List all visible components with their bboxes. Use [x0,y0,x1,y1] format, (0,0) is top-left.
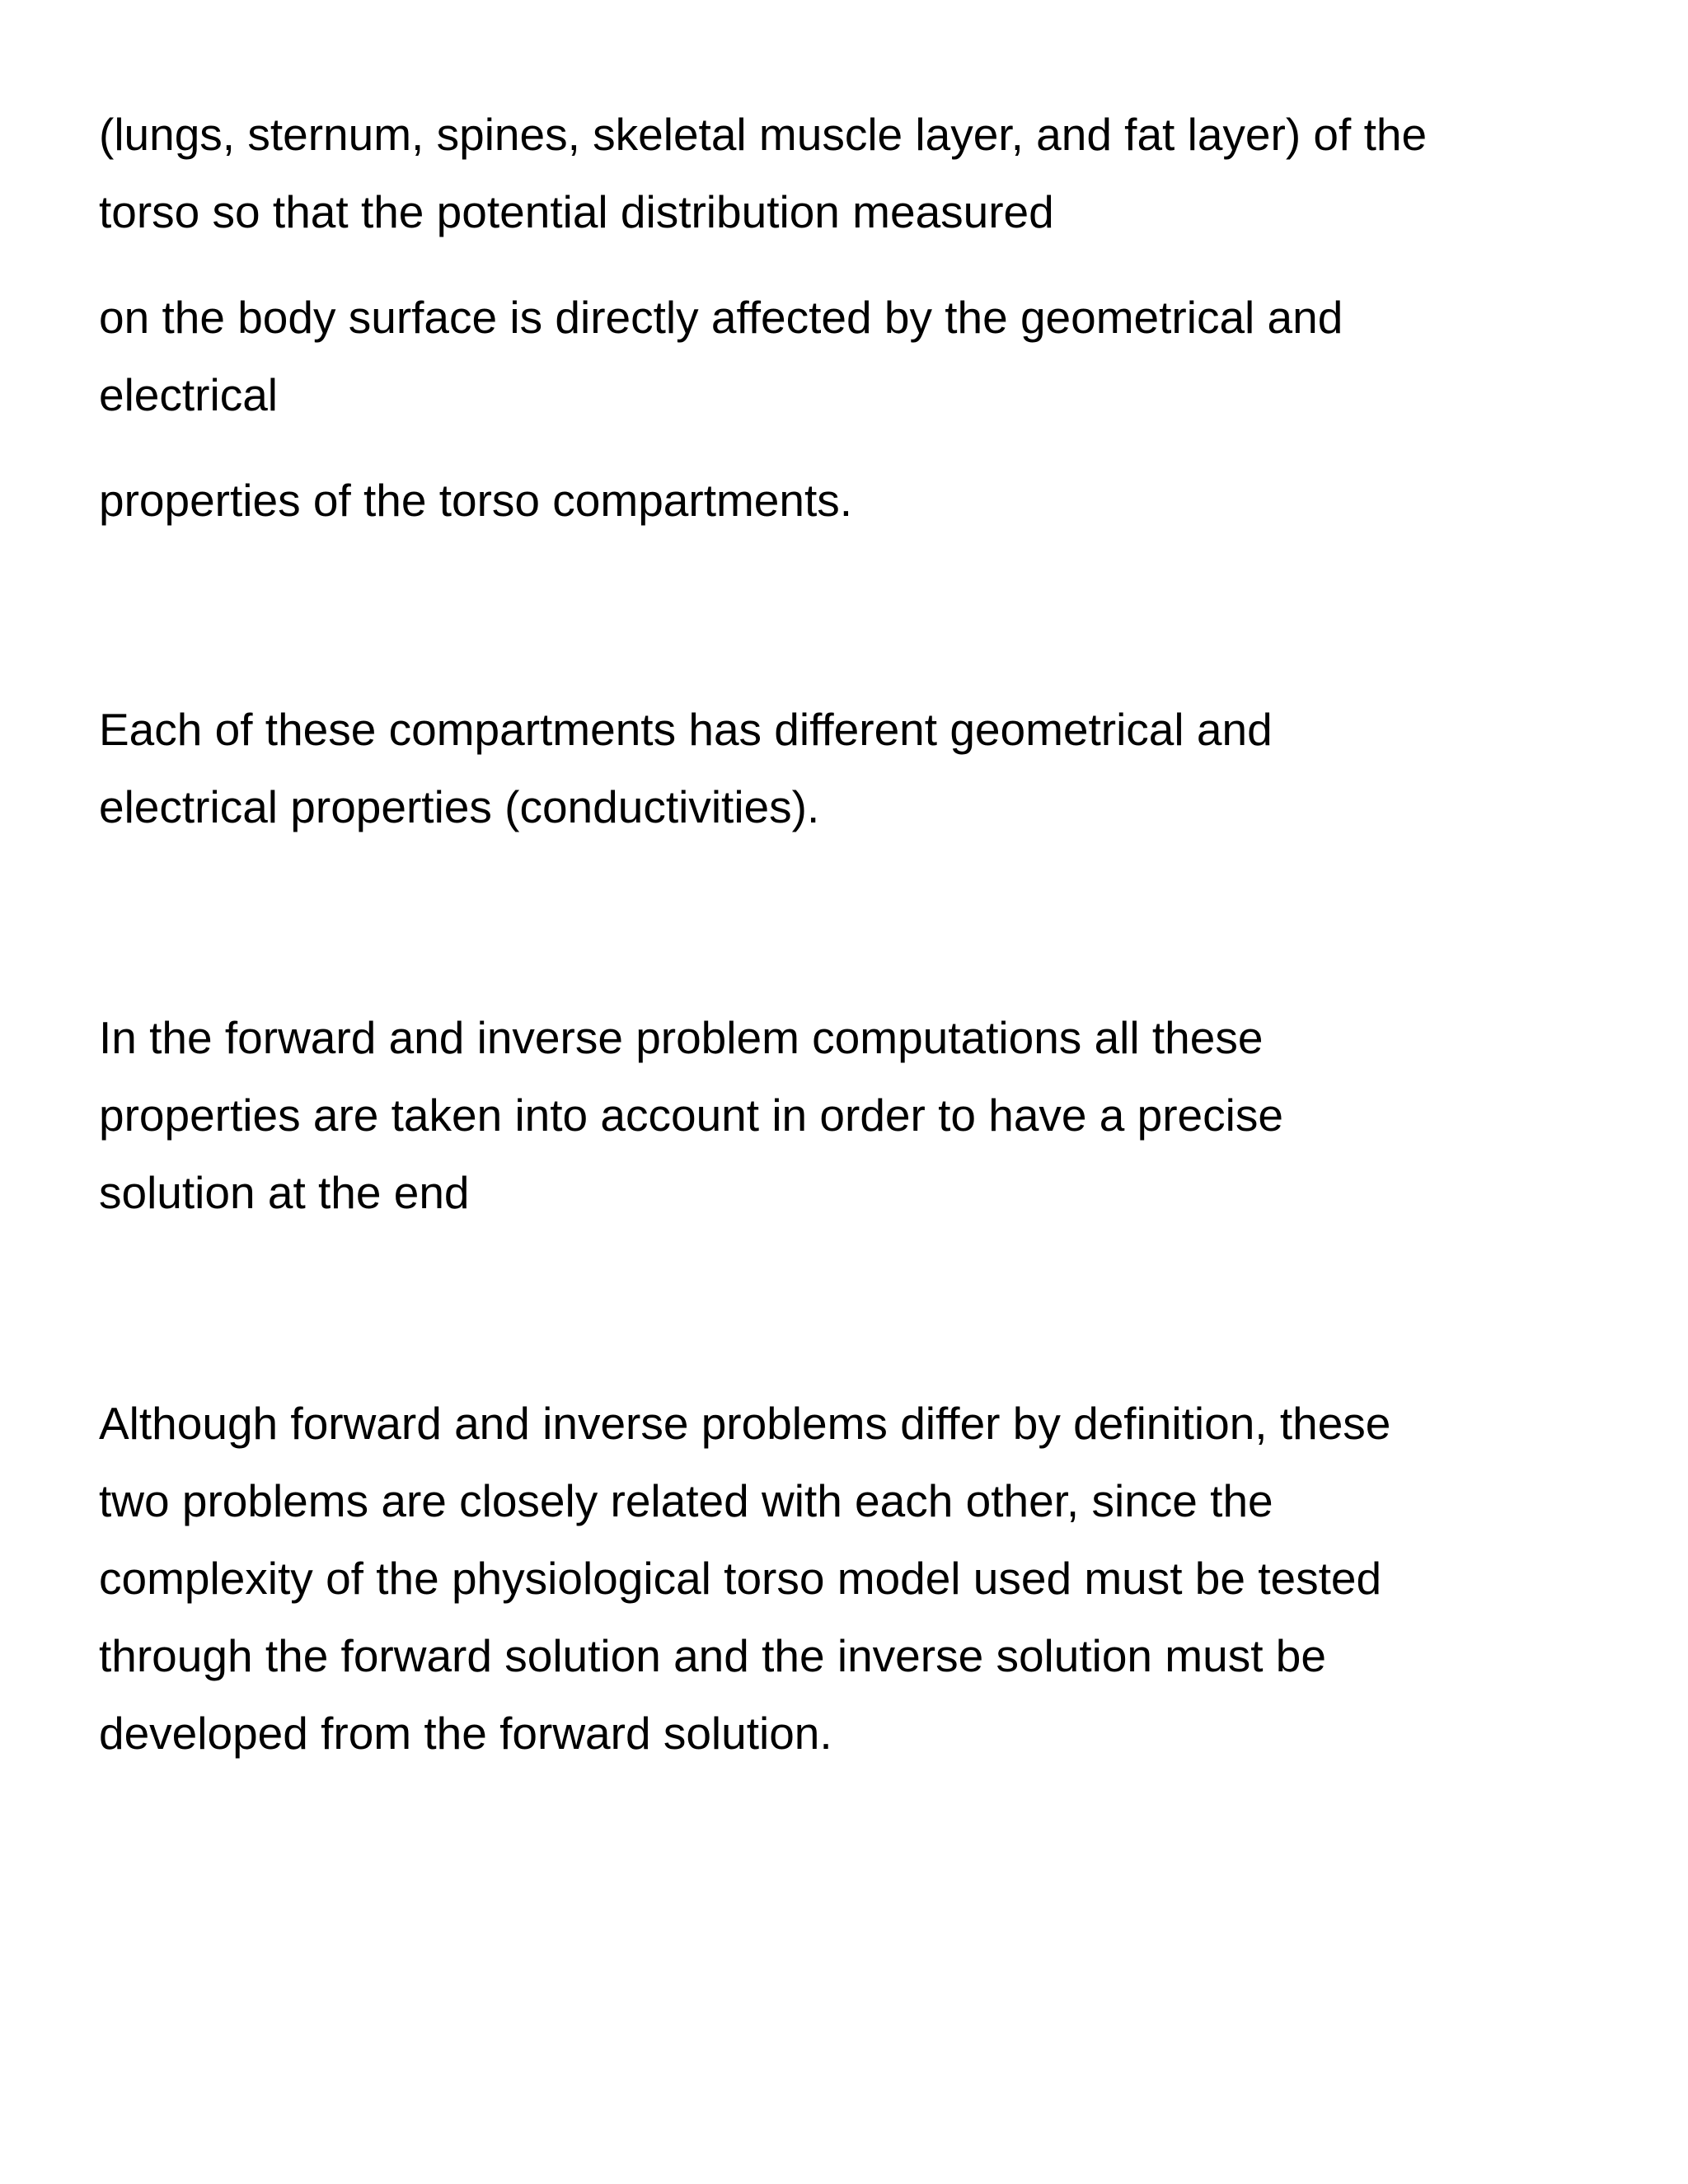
text-line: Each of these compartments has different geometrical and [99,704,1273,755]
text-line: electrical [99,369,279,420]
text-line: developed from the forward solution. [99,1708,832,1759]
paragraph-conductivities [99,691,1599,846]
text-line: through the forward solution and the inverse solution must be [99,1630,1326,1681]
paragraph-forward-inverse [99,1385,1599,1772]
text-line: complexity of the physiological torso model used must be tested [99,1553,1382,1604]
text-line: Although forward and inverse problems differ by definition, these [99,1398,1391,1449]
paragraph-properties [99,462,1599,539]
text-line: on the body surface is directly affected by the geometrical and [99,292,1343,343]
text-line: torso so that the potential distribution measured [99,186,1054,237]
paragraph-body-surface [99,279,1599,434]
paragraph-torso-compartments [99,96,1599,251]
text-line: solution at the end [99,1167,470,1218]
text-line: properties of the torso compartments. [99,475,853,526]
text-line: two problems are closely related with each other, since the [99,1475,1273,1526]
text-line: properties are taken into account in order to have a precise [99,1090,1283,1141]
text-line: electrical properties (conductivities). [99,781,820,832]
paragraph-computations [99,999,1599,1231]
text-line: In the forward and inverse problem computations all these [99,1012,1264,1063]
text-line: (lungs, sternum, spines, skeletal muscle layer, and fat layer) of the [99,109,1428,160]
